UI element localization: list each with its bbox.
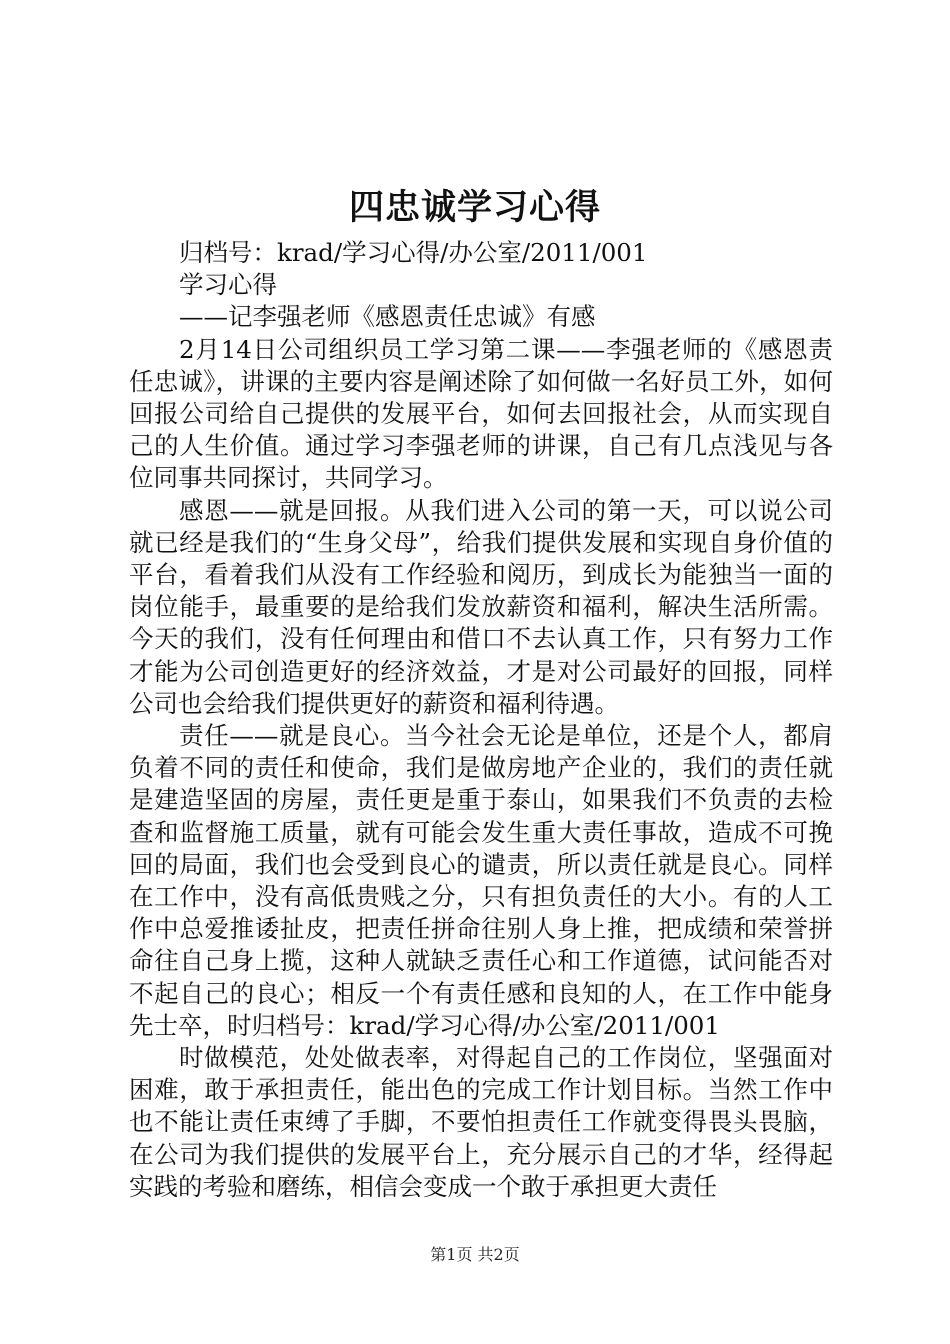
paragraph-gratitude: 感恩——就是回报。从我们进入公司的第一天，可以说公司就已经是我们的“生身父母”，给我们提供发展和实现自身价值的平台，看着我们从没有工作经验和阅历，到成长为能独当一面的岗位能手，最重要的是给我们发放薪资和福利，解决生活所需。今天的我们，没有任何理由和借口不去认真工作，只有努力工作才能为公司创造更好的经济效益，才是对公司最好的回报，同样公司也会给我们提供更好的薪资和福利待遇。 bbox=[129, 495, 833, 718]
document-label: 学习心得 bbox=[179, 270, 277, 300]
paragraph-responsibility: 责任——就是良心。当今社会无论是单位，还是个人，都肩负着不同的责任和使命，我们是做房地产企业的，我们的责任就是建造坚固的房屋，责任更是重于泰山，如果我们不负责的去检查和监督施工质量，就有可能会发生重大责任事故，造成不可挽回的局面，我们也会受到良心的谴责，所以责任就是良心。同样在工作中，没有高低贵贱之分，只有担负责任的大小。有的人工作中总爱推诿扯皮，把责任拼命往别人身上推，把成绩和荣誉拼命往自己身上揽，这种人就缺乏责任心和工作道德，试问能否对不起自己的良心；相反一个有责任感和良知的人，在工作中能身先士卒，时归档号：krad/学习心得/办公室/2011/001 bbox=[129, 721, 833, 1040]
paragraph-intro: 2月14日公司组织员工学习第二课——李强老师的《感恩责任忠诚》，讲课的主要内容是阐述除了如何做一名好员工外，如何回报公司给自己提供的发展平台，如何去回报社会，从而实现自己的人生价值。通过学习李强老师的讲课，自己有几点浅见与各位同事共同探讨，共同学习。 bbox=[129, 334, 833, 493]
paragraph-continuation: 时做模范，处处做表率，对得起自己的工作岗位，坚强面对困难，敢于承担责任，能出色的完成工作计划目标。当然工作中也不能让责任束缚了手脚，不要怕担责任工作就变得畏头畏脑，在公司为我们提供的发展平台上，充分展示自己的才华，经得起实践的考验和磨练，相信会变成一个敢于承担更大责任 bbox=[129, 1043, 833, 1201]
page-footer: 第1页 共2页 bbox=[430, 1245, 520, 1264]
document-body bbox=[129, 237, 833, 1203]
document-subtitle: ——记李强老师《感恩责任忠诚》有感 bbox=[179, 302, 596, 332]
document-title: 四忠诚学习心得 bbox=[348, 187, 601, 228]
archive-number: 归档号：krad/学习心得/办公室/2011/001 bbox=[179, 238, 648, 267]
